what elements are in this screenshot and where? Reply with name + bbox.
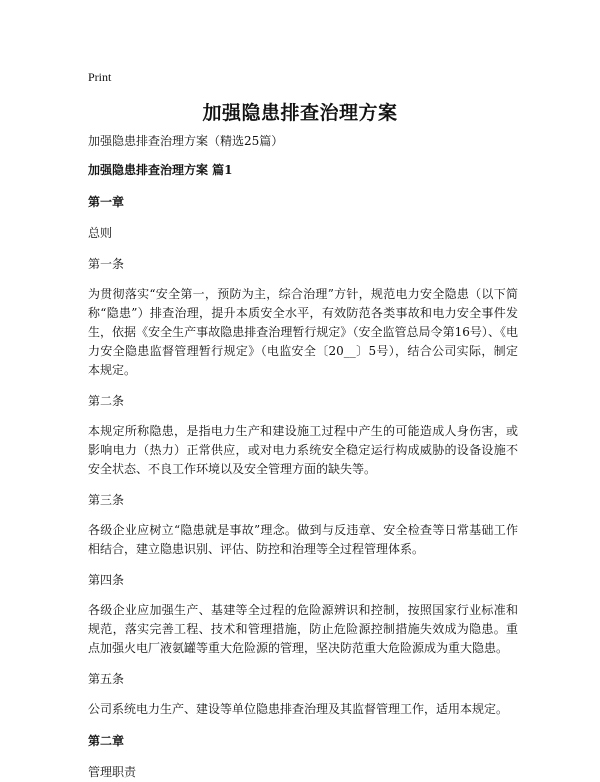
article-1-text: 为贯彻落实“安全第一，预防为主，综合治理”方针，规范电力安全隐患（以下简称“隐患”）排查治理，提升本质安全水平，有效防范各类事故和电力安全事件发生，依据《安全生产事故隐患排查治理暂行规定》（安全监管总局令第16号）、《电力安全隐患监督管理暂行规定》（电监安全〔20__〕5号），结合公司实际，制定本规定。 (88, 287, 518, 377)
article-2-text: 本规定所称隐患，是指电力生产和建设施工过程中产生的可能造成人身伤害，或影响电力（热力）正常供应，或对电力系统安全稳定运行构成威胁的设备设施不安全状态、不良工作环境以及安全管理方面的缺失等。 (88, 424, 518, 476)
article-3-text: 各级企业应树立“隐患就是事故”理念。做到与反违章、安全检查等日常基础工作相结合，建立隐患识别、评估、防控和治理等全过程管理体系。 (88, 523, 518, 556)
article-5-label: 第五条 (88, 672, 125, 686)
document-title: 加强隐患排查治理方案 (202, 102, 398, 124)
article-5-text: 公司系统电力生产、建设等单位隐患排查治理及其监督管理工作，适用本规定。 (88, 702, 509, 716)
article-3-label: 第三条 (88, 493, 125, 507)
chapter-1-heading: 第一章 (88, 195, 125, 209)
article-1-label: 第一条 (88, 257, 125, 271)
section-heading: 加强隐患排查治理方案 篇1 (88, 163, 233, 177)
chapter-2-heading: 第二章 (88, 734, 125, 748)
article-4-text: 各级企业应加强生产、基建等全过程的危险源辨识和控制，按照国家行业标准和规范，落实完善工程、技术和管理措施，防止危险源控制措施失效成为隐患。重点加强火电厂液氨罐等重大危险源的管理，坚决防范重大危险源成为重大隐患。 (88, 603, 518, 655)
chapter-2-name: 管理职责 (88, 765, 137, 779)
document-body (88, 132, 518, 782)
print-label: Print (88, 70, 112, 84)
article-2-label: 第二条 (88, 394, 125, 408)
chapter-1-name: 总则 (88, 226, 113, 240)
document-subtitle: 加强隐患排查治理方案（精选25篇） (88, 134, 284, 148)
article-4-label: 第四条 (88, 573, 125, 587)
